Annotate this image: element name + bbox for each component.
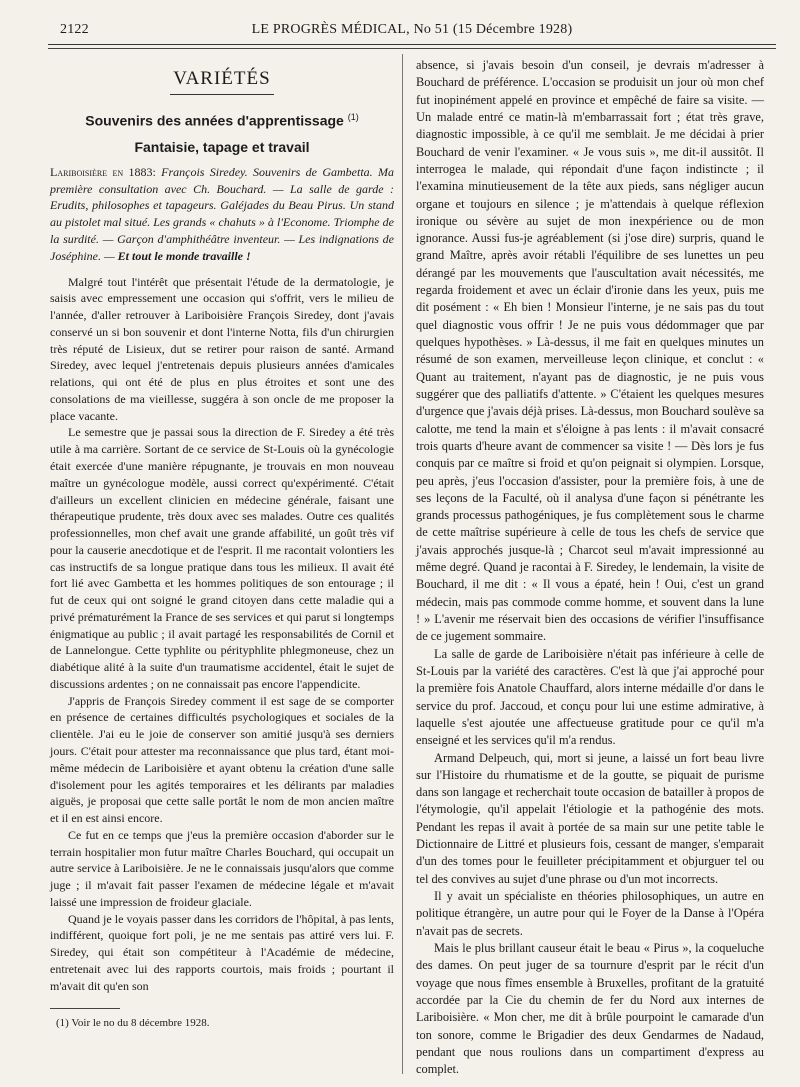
- article-title: [50, 109, 394, 129]
- right-paragraph: absence, si j'avais besoin d'un conseil, je devrais m'adresser à Bouchard de préférence. L'occasion se produisit un jour où mon chef fut inopinément appelé en province et empêché de faire sa visite. — Un malade entré ce matin-là m'embarrassait fort ; état très grave, diagnostic impossible, à ce qu'il me semblait. Je me décidai à prier Bouchard de venir l'examiner. « Je vous suis », me dit-il aussitôt. Il interrogea le malade, qui répondait d'une façon indistincte ; il l'examina minutieusement de la tête aux pieds, sans négliger aucun organe et toujours en silence ; je m'attendais à quelque réflexion ironique ou sévère au sujet de mon inexpérience ou de mon ignorance. Aussi fus-je agréablement (si j'ose dire) surpris, quand le grand Maître, après avoir rétabli l'équilibre de ses lunettes un peu dérangé par les mouvements que l'auscultation avait nécessités, me regarda froidement et avec un éclair d'ironie dans les yeux, puis me dit posément : « Eh bien ! Monsieur l'interne, je ne sais pas du tout quel diagnostic vous offrir ! Je ne puis vous dédommager que par quelques hypothèses. » Là-dessus, il me fait en quelques minutes un résumé de son examen, merveilleuse leçon clinique, et conclut : « Quant au traitement, n'ayant pas de diagnostic, je ne puis vous suggérer que des palliatifs d'attente. » C'étaient les quelques mesures d'urgence que j'avais déjà prises. Là-dessus, mon Bouchard soulève sa calotte, me tend la main et s'éloigne à pas lents : il m'avait consacré trois quarts d'heure avant de commencer sa visite ! — Dès lors je fus conquis par ce maître si froid et qu'on peignait si olympien. Lorsque, peu après, j'eus l'occasion d'assister, pour la première fois, à une de ses leçons de la Faculté, où il analysa d'une façon si pénétrante les grands processus pathogéniques, je fus complètement sous le charme de cette maîtrise supérieure à celle de tous les chefs de service que j'avais approchés jusque-là ; Charcot seul m'avait impressionné au même degré. Quand je racontai à F. Siredey, le lendemain, la visite de Bouchard, il me dit : « Il vous a épaté, hein ! Oui, c'est un grand médecin, mais pas commode comme homme, et souvent dans la lune ! » L'avenir me réservait bien des occasions de vérifier l'insuffisance de ce jugement sommaire.: [416, 58, 764, 644]
- page-number: 2122: [60, 22, 89, 37]
- right-paragraph: Armand Delpeuch, qui, mort si jeune, a laissé un fort beau livre sur l'Histoire du rhumatisme et de la goutte, se piquait de purisme dans son langage et recherchait toute occasion de batailler à propos de l'étymologie, qu'il appelait l'étiologie et la pathogénie des mots. Pendant les repas il avait à portée de sa main sur une petite table le Dictionnaire de Littré et plusieurs fois, cessant de manger, s'emparait d'un des tomes pour le feuilleter précipitamment et objurguer tel ou tel des convives au sujet d'une phrase ou d'un mot incorrects.: [416, 750, 764, 886]
- article-summary: [50, 164, 394, 265]
- left-column: [50, 57, 394, 994]
- left-paragraph: J'appris de François Siredey comment il est sage de se comporter en présence de certaines difficultés psychologiques et sociales de la clientèle. J'ai eu le joie de conserver son amitié jusqu'à ses derniers jours. C'était pour attester ma reconnaissance que plus tard, étant moi-même médecin de Lariboisière et ayant obtenu la création d'une salle d'isolement pour les agités temporaires et les délirants par maladies aiguës, je proposai que cette salle portât le nom de mon ancien maître et il en est ainsi encore.: [50, 693, 394, 826]
- running-title: LE PROGRÈS MÉDICAL, No 51 (15 Décembre 1928): [251, 22, 573, 37]
- left-paragraph: Ce fut en ce temps que j'eus la première occasion d'aborder sur le terrain hospitalier mon futur maître Charles Bouchard, qui occupait un autre service à Lariboisière. Je ne le connaissais jusqu'alors que comme juge ; il m'avait fait passer l'examen de médecine légale et m'avait laissé une impression de froideur glaciale.: [50, 827, 394, 909]
- page-header: [48, 20, 776, 42]
- article-subtitle: Fantaisie, tapage et travail: [134, 139, 310, 156]
- article-title-text: Souvenirs des années d'apprentissage: [85, 112, 344, 129]
- section-underline: [170, 94, 274, 95]
- summary-year: 1883:: [128, 164, 156, 179]
- footnote-mark: (1): [347, 111, 359, 122]
- summary-italic: François Siredey. Souvenirs de Gambetta. Ma première consultation avec Ch. Bouchard. — La salle de garde : Erudits, philosophes et tapageurs. Galéjades du Beau Pirus. Un stand au pistolet mal situé. Les grands « chahuts » à l'Econome. Triomphe de la surdité. — Garçon d'amphithéâtre inventeur. — Les indignations de Joséphine. —: [50, 164, 394, 263]
- column-separator: [402, 54, 403, 1074]
- left-paragraph: Malgré tout l'intérêt que présentait l'étude de la dermatologie, je saisis avec empressement une occasion qui s'offrit, vers le milieu de l'année, d'aller retrouver à Lariboisière François Siredey, dont j'avais conservé un si bon souvenir et dont l'interne Notta, fils d'un chirurgien très réputé de Lisieux, dut se retirer pour raison de santé. Armand Siredey, avec lequel j'entretenais depuis plusieurs années d'amicales relations, qui ont été de plus en plus étroites et sont une des consolations de ma vieillesse, suggéra à son oncle de me proposer la place vacante.: [50, 274, 394, 423]
- section-heading: VARIÉTÉS: [173, 68, 271, 89]
- header-rule: [48, 44, 776, 45]
- header-rule-thin: [48, 48, 776, 49]
- right-paragraph: Mais le plus brillant causeur était le beau « Pirus », la coqueluche des dames. On peut juger de sa tournure d'esprit par le récit d'un voyage que nous fîmes ensemble à Bruxelles, profitant de la gratuité accordée par la Cie du chemin de fer du Nord aux internes de Lariboisière. « Mon cher, me dit à brûle pourpoint le camarade d'un ton sonore, comme le Brigadier des deux Gendarmes de Nadaud, pendant que nous roulions dans un compartiment d'express au complet.: [416, 940, 764, 1077]
- summary-bold: Et tout le monde travaille !: [117, 248, 251, 263]
- footnote: (1) Voir le no du 8 décembre 1928.: [56, 1017, 210, 1029]
- right-paragraph: La salle de garde de Lariboisière n'était pas inférieure à celle de St-Louis par la variété des caractères. C'est là que j'ai approché pour la première fois Anatole Chauffard, alors interne médaille d'or dans le service du prof. Jaccoud, et conçu pour lui une estime admirative, à laquelle s'est ajoutée une affectueuse gratitude pour ce qu'il m'a enseigné et les services qu'il m'a rendus.: [416, 646, 764, 748]
- right-paragraph: Il y avait un spécialiste en théories philosophiques, un autre en politique étrangère, un autre pour qui le Foyer de la Danse à l'Opéra n'avait pas de secrets.: [416, 889, 764, 938]
- summary-lead: Lariboisière en: [50, 164, 124, 179]
- footnote-rule: [50, 1008, 120, 1009]
- left-paragraph: Quand je le voyais passer dans les corridors de l'hôpital, à pas lents, indifférent, quoique fort poli, je ne me sentais pas attiré vers lui. F. Siredey, qui était son compétiteur à l'Académie de médecine, entretenait avec lui des rapports courtois, mais froids ; pourtant il m'avait dit qu'en son: [50, 911, 394, 993]
- right-column: [416, 57, 764, 1078]
- left-paragraph: Le semestre que je passai sous la direction de F. Siredey a été très utile à ma carrière. Sortant de ce service de St-Louis où la gynécologie était exercée d'une manière répugnante, je trouvais en mon nouveau maître un gynécologue modèle, aussi correct qu'expérimenté. C'était d'ailleurs un excellent clinicien en médecine générale, faisant une thérapeutique prudente, très doux avec ses malades. Outre ces qualités professionnelles, mon chef avait une grande affabilité, un goût très vif pour la causerie anecdotique et de l'esprit. Il me racontait volontiers les cas instructifs de sa longue pratique dans tous les milieux. Il avait été fort lié avec Gambetta et les hommes politiques de son entourage ; il fut de ceux qui ont soigné le grand citoyen dans cette maladie qui a privé prématurément la France de ses services et qui parut si longtemps énigmatique au public ; il avait partagé les responsabilités de Cornil et de Lannelongue. Cette typhlite ou pérityphlite phlegmoneuse, chez un diabétique alité à la suite d'un traumatisme accidentel, était le sujet de discussions ardentes ; on ne connaissait pas encore l'appendicite.: [50, 425, 394, 691]
